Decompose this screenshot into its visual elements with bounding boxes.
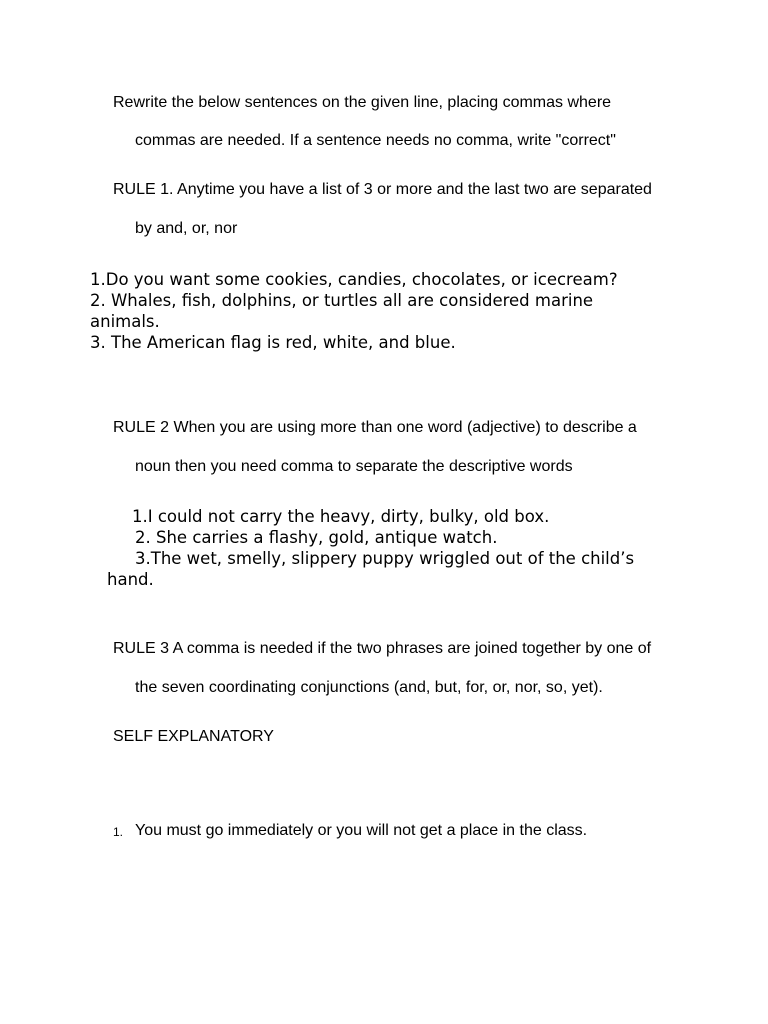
instructions-line-1: Rewrite the below sentences on the given line, placing commas where [113, 94, 612, 111]
rule-1-answer-1: 1.Do you want some cookies, candies, chocolates, or icecream? [90, 270, 618, 289]
rule-3-heading: RULE 3 A comma is needed if the two phrases are joined together by one of [113, 640, 652, 657]
rule-2-answer-1: 1.I could not carry the heavy, dirty, bulky, old box. [132, 507, 550, 526]
rule-1-heading: RULE 1. Anytime you have a list of 3 or more and the last two are separated [113, 181, 652, 198]
rule-2-answer-3: 3.The wet, smelly, slippery puppy wriggled out of the child’s [135, 549, 635, 568]
rule-2-heading-continued: noun then you need comma to separate the descriptive words [135, 458, 573, 475]
rule-2-answer-2: 2. She carries a flashy, gold, antique watch. [135, 528, 498, 547]
rule-3-heading-continued: the seven coordinating conjunctions (and, but, for, or, nor, so, yet). [135, 679, 603, 696]
rule-1-answer-2: 2. Whales, fish, dolphins, or turtles all are considered marine [90, 291, 594, 310]
rule-2-answer-3-continued: hand. [107, 570, 154, 589]
rule-1-answer-2-continued: animals. [90, 312, 160, 331]
rule-3-note: SELF EXPLANATORY [113, 728, 274, 745]
exercise-item-text: You must go immediately or you will not get a place in the class. [135, 822, 588, 839]
rule-1-answer-3: 3. The American flag is red, white, and blue. [90, 333, 456, 352]
rule-2-heading: RULE 2 When you are using more than one word (adjective) to describe a [113, 419, 637, 436]
rule-1-heading-continued: by and, or, nor [135, 220, 238, 237]
exercise-item-number: 1. [113, 825, 124, 839]
instructions-line-2: commas are needed. If a sentence needs no comma, write "correct" [135, 132, 616, 149]
